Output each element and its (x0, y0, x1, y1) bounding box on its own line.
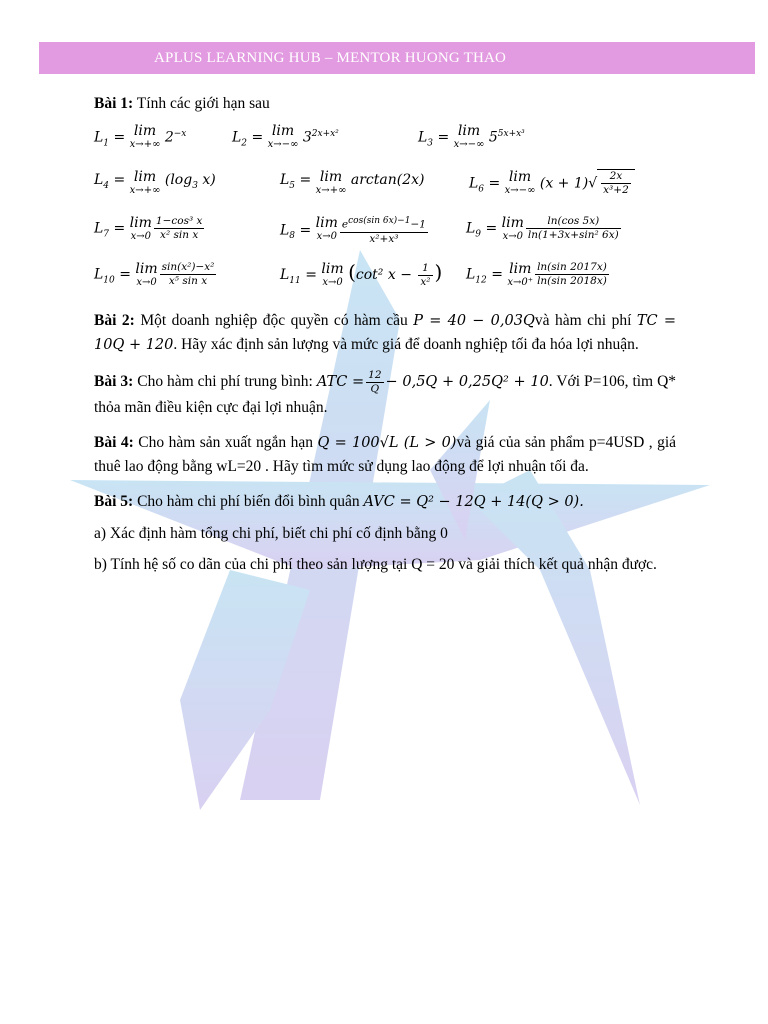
limit-l8: $L_8 = \lim$ x→0 $\frac{e^{cos(sin 6x)-1}-1}{\text{x²+x³}}$ (280, 215, 426, 245)
bai1-heading (94, 92, 676, 115)
bai2-text-3: . Hãy xác định sản lượng và mức giá để doanh nghiệp tối đa hóa lợi nhuận. (173, 336, 639, 353)
bai5-part-a: a) Xác định hàm tổng chi phí, biết chi phí cố định bằng 0 (94, 525, 448, 542)
bai3-text-2: . Với P=106, tìm Q* thỏa mãn điều kiện cực đại lợi nhuận. (94, 373, 677, 416)
bai2-text-2: và hàm chi phí (534, 312, 632, 329)
limit-row-4 (94, 261, 676, 307)
bai3-eq-rhs: − 0,5Q + 0,25Q² + 10 (385, 374, 549, 391)
bai5-text-1: Cho hàm chi phí biến đổi bình quân (137, 493, 360, 510)
limit-l12: $L_{12} = \lim$ x→0⁺ $\frac{\ln(\sin 2017x)}{\ln(\sin 2018x)}$ (466, 261, 607, 288)
bai5-avc-eq: AVC = Q² − 12Q + 14(Q > 0). (363, 494, 584, 510)
bai4-text-1: Cho hàm sản xuất ngắn hạn (138, 434, 314, 451)
bai4-production-eq: Q = 100√L (L > 0) (317, 435, 457, 451)
bai3-frac-den: Q (370, 383, 380, 395)
bai3-paragraph (94, 369, 676, 419)
limit-row-1 (94, 123, 676, 169)
bai5-label: Bài 5: (94, 493, 134, 510)
limit-l10: $L_{10} = \lim$ x→0 $\frac{\text{sin(x²)−x²}}{\text{x⁵ sin x}}$ (94, 261, 215, 288)
worksheet (94, 92, 676, 576)
bai3-label: Bài 3: (94, 373, 134, 391)
limit-row-3 (94, 215, 676, 261)
bai2-paragraph (94, 309, 676, 357)
bai1-label: Bài 1: (94, 95, 134, 112)
bai2-label: Bài 2: (94, 312, 135, 329)
bai3-text-1: Cho hàm chi phí trung bình: (137, 373, 313, 391)
limit-l7: $L_7 = \lim$ x→0 $\frac{\text{1−cos³ x}}{\text{x² sin x}}$ (94, 215, 203, 242)
header-banner: APLUS LEARNING HUB – MENTOR HUONG THAO (39, 42, 755, 74)
bai4-paragraph (94, 431, 676, 478)
bai3-eq-lhs: ATC = (316, 374, 365, 391)
limit-l4: $L_4 = \lim$ x→+∞ ($\log_3$ x) (94, 169, 216, 196)
bai4-label: Bài 4: (94, 434, 134, 451)
bai2-text-1: Một doanh nghiệp độc quyền có hàm cầu (140, 312, 408, 329)
bai4-text-2: và giá của sản phẩm p=4USD , giá thuê lao động bằng wL=20 . Hãy tìm mức sử dụng lao động để lợi nhuận tối đa. (94, 434, 677, 475)
bai1-title: Tính các giới hạn sau (136, 95, 270, 112)
bai5-part-b: b) Tính hệ số co dãn của chi phí theo sản lượng tại Q = 20 và giải thích kết quả nhận được. (94, 556, 657, 573)
bai3-frac-num: 12 (368, 369, 382, 381)
bai5-paragraph (94, 490, 676, 514)
bai2-demand-eq: P = 40 − 0,03Q (413, 313, 535, 329)
limit-l11: $L_{11} = \lim$ x→0 (cot² x − $\frac{1}{\text{x²}}$ ) (280, 260, 443, 288)
limit-l3: $L_3 = \lim$ x→−∞ $5^{5x+x^3}$ (418, 123, 525, 150)
bai2-cost-eq: TC = 10Q + 120 (94, 313, 677, 353)
limit-row-2 (94, 169, 676, 215)
limit-l6: $L_6 = \lim$ x→−∞ (x + 1)√ $\frac{2x}{\text{x³+2}}$ (469, 169, 635, 201)
bai3-fraction (366, 369, 383, 396)
limit-l5: $L_5 = \lim$ x→+∞ arctan(2x) (280, 169, 425, 196)
limit-l2: $L_2 = \lim$ x→−∞ $3^{2x+x^2}$ (232, 123, 339, 150)
limit-l1: $L_1 = \lim$ x→+∞ $2^{-x}$ (94, 123, 187, 150)
limit-l9: $L_9 = \lim$ x→0 $\frac{\ln(\cos 5x)}{\text{ln(1+3x+sin² 6x)}}$ (466, 215, 619, 242)
